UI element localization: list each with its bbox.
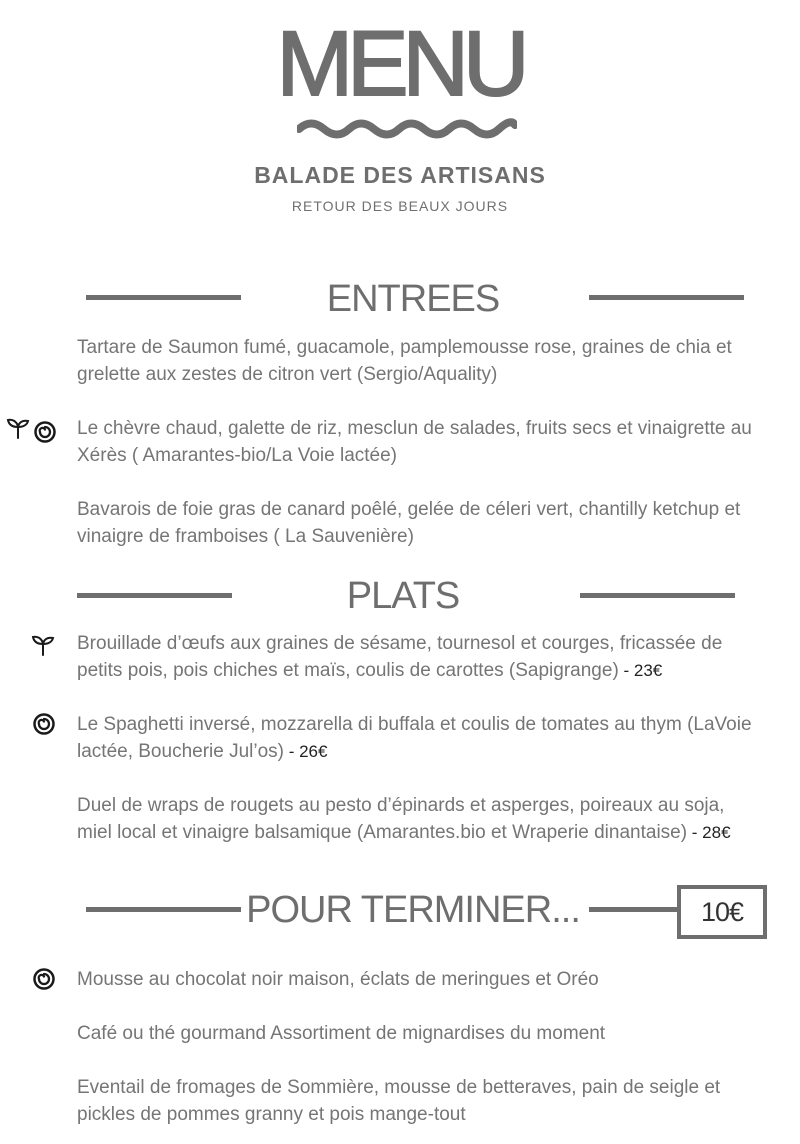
- spiral-circle-icon: [33, 420, 57, 444]
- menu-item: [77, 711, 757, 765]
- menu-item-price: - 26€: [284, 742, 328, 761]
- menu-item: [77, 1020, 757, 1047]
- menu-item: [77, 334, 757, 388]
- menu-item-text: Le chèvre chaud, galette de riz, mesclun de salades, fruits secs et vinaigrette au Xérès ( Amarantes-bio/La Voie lactée): [77, 418, 752, 466]
- menu-item-text: Eventail de fromages de Sommière, mousse de betteraves, pain de seigle et pickles de pommes granny et pois mange-tout: [77, 1077, 721, 1125]
- menu-item: [77, 792, 757, 846]
- menu-item: [77, 415, 757, 469]
- restaurant-subtitle: BALADE DES ARTISANS: [254, 162, 546, 188]
- page-title: MENU: [276, 13, 524, 115]
- sprout-icon: [6, 416, 30, 440]
- menu-item: [77, 966, 757, 993]
- menu-item-text: Bavarois de foie gras de canard poêlé, gelée de céleri vert, chantilly ketchup et vinaigre de framboises ( La Sauvenière): [77, 499, 741, 547]
- section-rule-right: [580, 593, 735, 598]
- wave-divider-icon: [297, 118, 517, 140]
- menu-item-text: Le Spaghetti inversé, mozzarella di buffala et coulis de tomates au thym (LaVoie lactée, Boucherie Jul’os): [77, 714, 752, 762]
- menu-item-text: Café ou thé gourmand Assortiment de mignardises du moment: [77, 1023, 606, 1044]
- spiral-circle-icon: [32, 967, 56, 991]
- menu-item: [77, 630, 757, 684]
- dessert-price-box: 10€: [677, 885, 767, 939]
- section-rule-right: [589, 295, 744, 300]
- section-heading-plats: PLATS: [346, 575, 460, 617]
- spiral-circle-icon: [32, 712, 56, 736]
- section-rule-right: [589, 907, 679, 912]
- menu-item-text: Tartare de Saumon fumé, guacamole, pamplemousse rose, graines de chia et grelette aux zestes de citron vert (Sergio/Aquality): [77, 337, 732, 385]
- section-heading-desserts: POUR TERMINER...: [246, 889, 580, 931]
- menu-tagline: RETOUR DES BEAUX JOURS: [291, 198, 509, 214]
- menu-item: [77, 1074, 757, 1128]
- menu-item-text: Duel de wraps de rougets au pesto d’épinards et asperges, poireaux au soja, miel local et vinaigre balsamique (Amarantes.bio et Wraperie dinantaise): [77, 795, 725, 843]
- menu-item: [77, 496, 757, 550]
- section-heading-entrees: ENTREES: [326, 278, 500, 320]
- menu-item-text: Brouillade d’œufs aux graines de sésame, tournesol et courges, fricassée de petits pois, pois chiches et maïs, coulis de carottes (Sapigrange): [77, 633, 723, 681]
- menu-item-price: - 28€: [687, 823, 731, 842]
- menu-item-price: - 23€: [618, 661, 663, 680]
- menu-item-text: Mousse au chocolat noir maison, éclats de meringues et Oréo: [77, 969, 599, 990]
- section-rule-left: [86, 907, 241, 912]
- section-rule-left: [77, 593, 232, 598]
- sprout-icon: [31, 633, 55, 657]
- section-rule-left: [86, 295, 241, 300]
